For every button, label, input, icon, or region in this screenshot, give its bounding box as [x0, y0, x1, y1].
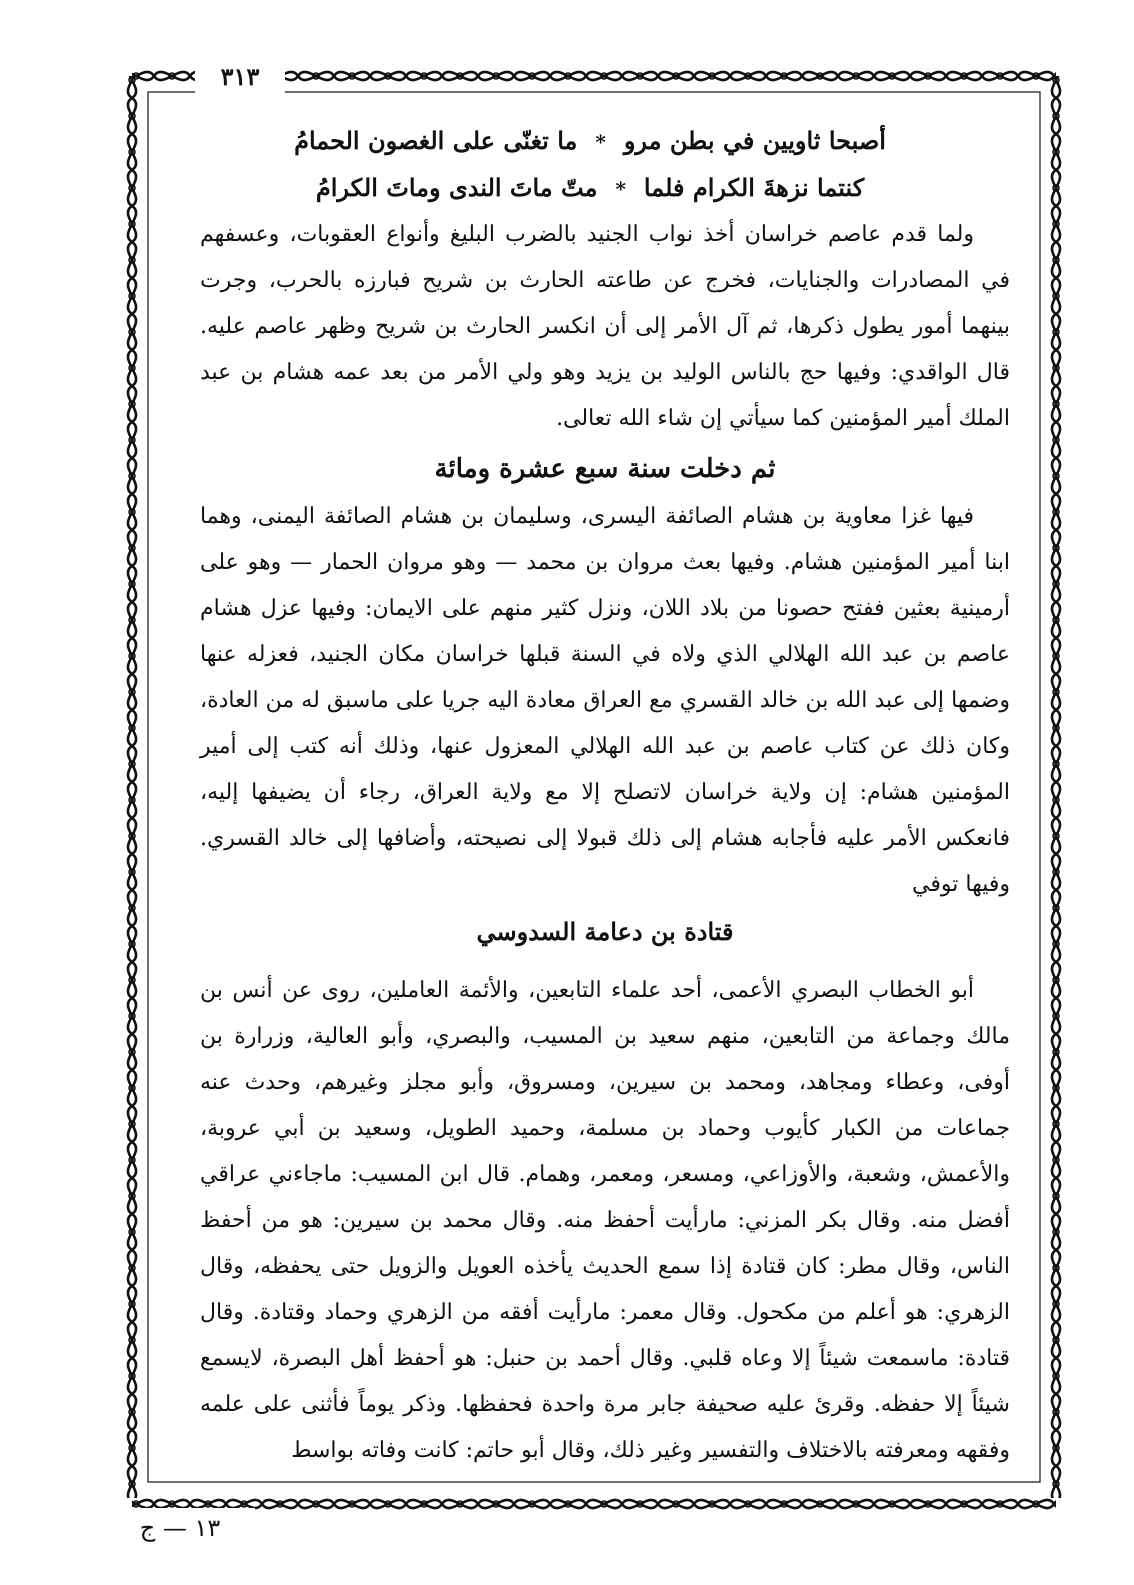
section-heading-qatada: قتادة بن دعامة السدوسي	[476, 917, 734, 946]
verse-2-second-hemistich: متّ ماتَ الندى وماتَ الكرامُ	[315, 173, 598, 202]
verse-separator: *	[595, 130, 606, 154]
page-number: ٣١٣	[195, 60, 285, 94]
verse-1-first-hemistich: أصبحا ثاويين في بطن مرو	[623, 126, 886, 155]
paragraph-asim-khurasan: ولما قدم عاصم خراسان أخذ نواب الجنيد بالضرب البليغ وأنواع العقوبات، وعسفهم في المصادرات والجنايات، فخرج عن طاعته الحارث بن شريح فبارزه بالحرب، وجرت بينهما أمور يطول ذكرها، ثم آل الأمر إلى أن انكسر الحارث بن شريح وظهر عاصم عليه. قال الواقدي: وفيها حج بالناس الوليد بن يزيد وهو ولي الأمر من بعد عمه هشام بن عبد الملك أمير المؤمنين كما سيأتي إن شاء الله تعالى.	[200, 222, 1010, 431]
verse-1-second-hemistich: ما تغنّى على الغصون الحمامُ	[294, 126, 578, 155]
paragraph-year-117: فيها غزا معاوية بن هشام الصائفة اليسرى، وسليمان بن هشام الصائفة اليمنى، وهما ابنا أمير المؤمنين هشام. وفيها بعث مروان بن محمد — وهو مروان الحمار — وهو على أرمينية بعثين ففتح حصونا من بلاد اللان، ونزل كثير منهم على الايمان: وفيها عزل هشام عاصم بن عبد الله الهلالي الذي ولاه في السنة قبلها خراسان مكان الجنيد، فعزله عنها وضمها إلى عبد الله بن خالد القسري مع العراق معادة اليه جريا على ماسبق له من العادة، وكان ذلك عن كتاب عاصم بن عبد الله الهلالي المعزول عنها، وذلك أنه كتب إلى أمير المؤمنين هشام: إن ولاية خراسان لاتصلح إلا مع ولاية العراق، رجاء أن يضيفها إليه، فانعكس الأمر عليه فأجابه هشام إلى ذلك قبولا إلى نصيحته، وأضافها إلى خالد القسري. وفيها توفي	[200, 504, 1010, 897]
poem-verse-1	[200, 118, 980, 165]
page-content	[200, 118, 1010, 1488]
section-heading-year-117: ثم دخلت سنة سبع عشرة ومائة	[434, 454, 776, 484]
signature-mark: ١٣ — ج	[105, 1508, 255, 1548]
verse-2-first-hemistich: كنتما نزهةَ الكرام فلما	[643, 173, 865, 202]
paragraph-qatada-biography: أبو الخطاب البصري الأعمى، أحد علماء التابعين، والأئمة العاملين، روى عن أنس بن مالك وجماعة من التابعين، منهم سعيد بن المسيب، والبصري، وأبو العالية، وزرارة بن أوفى، وعطاء ومجاهد، ومحمد بن سيرين، ومسروق، وأبو مجلز وغيرهم، وحدث عنه جماعات من الكبار كأيوب وحماد بن مسلمة، وحميد الطويل، وسعيد بن أبي عروبة، والأعمش، وشعبة، والأوزاعي، ومسعر، ومعمر، وهمام. قال ابن المسيب: ماجاءني عراقي أفضل منه. وقال بكر المزني: مارأيت أحفظ منه. وقال محمد بن سيرين: هو من أحفظ الناس، وقال مطر: كان قتادة إذا سمع الحديث يأخذه العويل والزويل حتى يحفظه، وقال الزهري: هو أعلم من مكحول. وقال معمر: مارأيت أفقه من الزهري وحماد وقتادة. وقال قتادة: ماسمعت شيئاً إلا وعاه قلبي. وقال أحمد بن حنبل: هو أحفظ أهل البصرة، لايسمع شيئاً إلا حفظه. وقرئ عليه صحيفة جابر مرة واحدة فحفظها. وذكر يوماً فأثنى على علمه وفقهه ومعرفته بالاختلاف والتفسير وغير ذلك، وقال أبو حاتم: كانت وفاته بواسط	[200, 978, 1010, 1463]
poem-verse-2	[200, 165, 980, 212]
verse-separator: *	[615, 177, 626, 201]
